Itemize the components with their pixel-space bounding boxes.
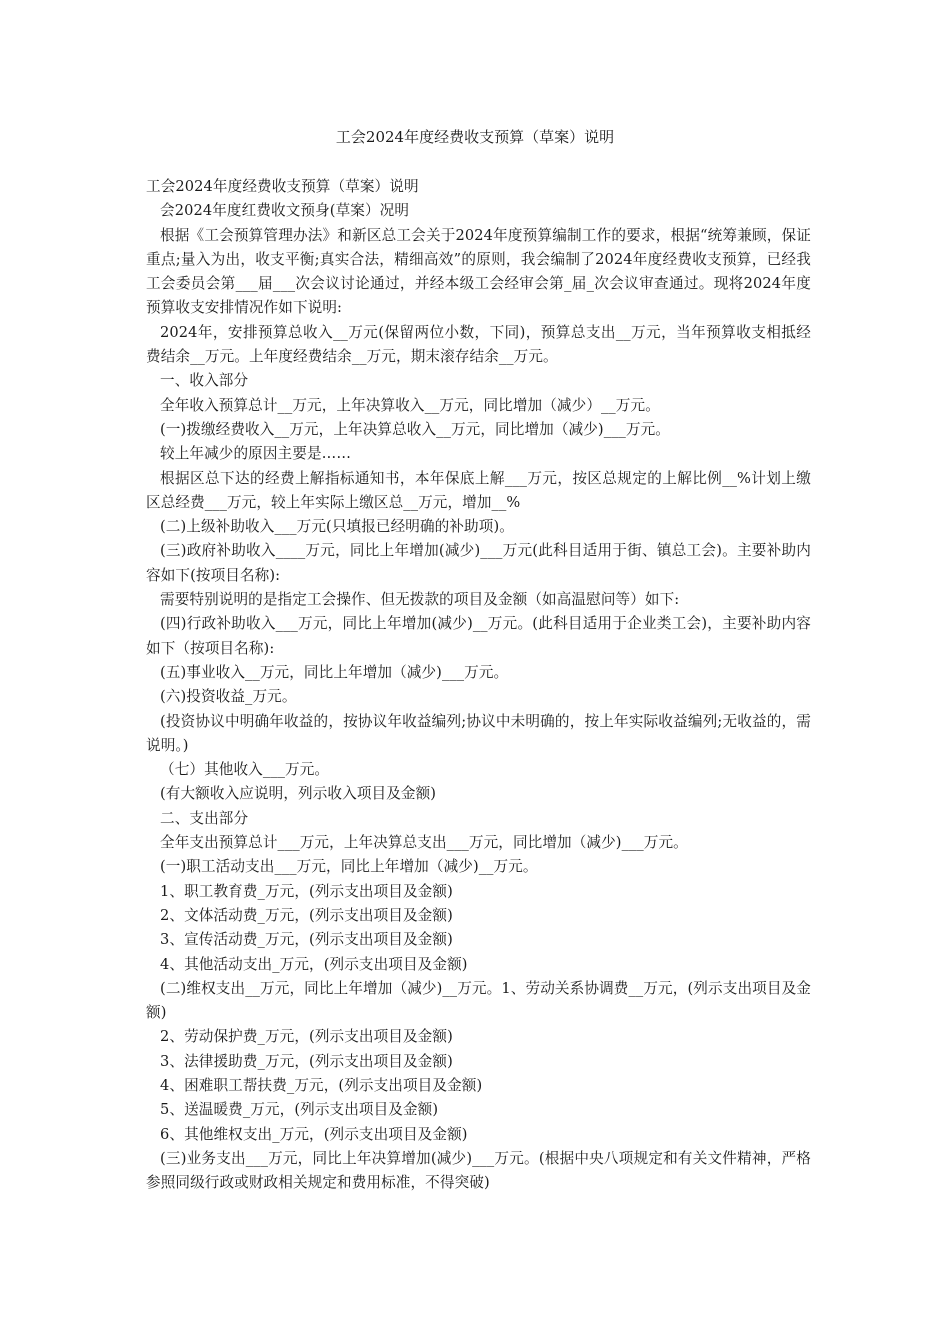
body-paragraph: 2024年，安排预算总收入__万元(保留两位小数，下同)，预算总支出__万元，当年预算收支相抵经费结余__万元。上年度经费结余__万元，期末滚存结余__万元。 bbox=[146, 323, 811, 366]
body-paragraph: (二)上级补助收入___万元(只填报已经明确的补助项)。 bbox=[160, 518, 514, 536]
body-paragraph: 全年收入预算总计__万元，上年决算收入__万元，同比增加（减少）__万元。 bbox=[160, 396, 660, 414]
body-paragraph: (一)职工活动支出___万元，同比上年增加（减少)__万元。 bbox=[160, 858, 538, 876]
body-paragraph: 根据《工会预算管理办法》和新区总工会关于2024年度预算编制工作的要求，根据“统筹兼顾，保证重点;量入为出，收支平衡;真实合法，精细高效”的原则，我会编制了2024年度经费收支预算，已经我工会委员会第___届___次会议讨论通过，并经本级工会经审会第_届_次会议审查通过。现将2024年度预算收支安排情况作如下说明: bbox=[146, 226, 811, 317]
body-paragraph: 3、宣传活动费_万元，(列示支出项目及金额) bbox=[160, 931, 453, 949]
body-paragraph: (四)行政补助收入___万元，同比上年增加(减少)__万元。(此科目适用于企业类工会)，主要补助内容如下（按项目名称): bbox=[146, 615, 811, 657]
body-paragraph: 会2024年度红费收文预身(草案）况明 bbox=[160, 202, 410, 220]
body-paragraph: 根据区总下达的经费上解指标通知书，本年保底上解___万元，按区总规定的上解比例__%计划上缴区总经费___万元，较上年实际上缴区总__万元，增加__% bbox=[146, 469, 811, 511]
body-paragraph: (六)投资收益_万元。 bbox=[160, 688, 297, 706]
body-paragraph: 工会2024年度经费收支预算（草案）说明 bbox=[146, 178, 419, 195]
body-paragraph: 2、劳动保护费_万元，(列示支出项目及金额) bbox=[160, 1028, 453, 1046]
body-paragraph: 全年支出预算总计___万元，上年决算总支出___万元，同比增加（减少)___万元。 bbox=[160, 834, 688, 852]
body-paragraph: 4、困难职工帮扶费_万元，(列示支出项目及金额) bbox=[160, 1076, 483, 1094]
body-paragraph: 二、支出部分 bbox=[160, 809, 249, 827]
body-paragraph: (五)事业收入__万元，同比上年增加（减少)___万元。 bbox=[160, 663, 509, 681]
body-paragraph: (三)业务支出___万元，同比上年决算增加(减少)___万元。(根据中央八项规定和有关文件精神，严格参照同级行政或财政相关规定和费用标准，不得突破) bbox=[146, 1149, 811, 1192]
body-paragraph: （七）其他收入___万元。 bbox=[160, 761, 330, 779]
body-paragraph: 6、其他维权支出_万元，(列示支出项目及金额) bbox=[160, 1125, 468, 1143]
body-paragraph: 4、其他活动支出_万元，(列示支出项目及金额) bbox=[160, 955, 468, 973]
body-paragraph: (投资协议中明确年收益的，按协议年收益编列;协议中未明确的，按上年实际收益编列;无收益的，需说明。) bbox=[146, 712, 811, 754]
body-paragraph: 2、文体活动费_万元，(列示支出项目及金额) bbox=[160, 906, 453, 924]
body-paragraph: 1、职工教育费_万元，(列示支出项目及金额) bbox=[160, 882, 453, 900]
document-title: 工会2024年度经费收支预算（草案）说明 bbox=[335, 128, 615, 146]
body-paragraph: 3、法律援助费_万元，(列示支出项目及金额) bbox=[160, 1052, 453, 1070]
body-paragraph: (有大额收入应说明，列示收入项目及金额) bbox=[160, 785, 437, 803]
body-paragraph: 5、送温暖费_万元，(列示支出项目及金额) bbox=[160, 1101, 439, 1119]
body-paragraph: (三)政府补助收入____万元，同比上年增加(减少)___万元(此科目适用于街、镇总工会)。主要补助内容如下(按项目名称): bbox=[146, 542, 811, 584]
body-paragraph: 一、收入部分 bbox=[160, 372, 249, 390]
body-paragraph: (二)维权支出__万元，同比上年增加（减少)__万元。1、劳动关系协调费__万元，(列示支出项目及金额) bbox=[146, 979, 811, 1022]
body-paragraph: (一)拨缴经费收入__万元，上年决算总收入__万元，同比增加（减少)___万元。 bbox=[160, 420, 670, 438]
body-paragraph: 需要特别说明的是指定工会操作、但无拨款的项目及金额（如高温慰问等）如下: bbox=[160, 591, 680, 609]
body-paragraph: 较上年减少的原因主要是…… bbox=[160, 445, 352, 463]
document-body bbox=[146, 175, 811, 1195]
